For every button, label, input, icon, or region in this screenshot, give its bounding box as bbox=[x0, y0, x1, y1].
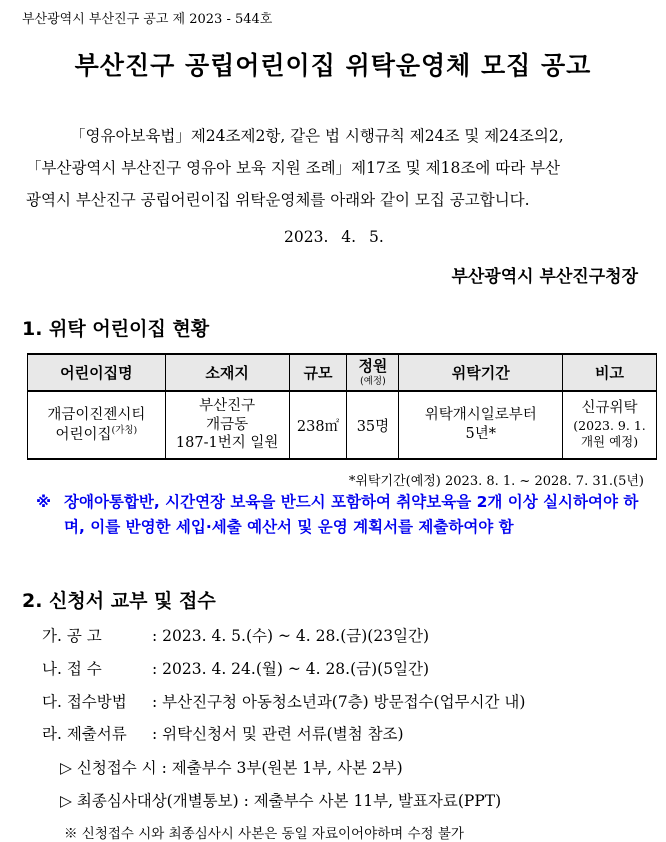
item-value: 부산진구청 아동청소년과(7층) 방문접수(업무시간 내) bbox=[162, 693, 526, 711]
cell-period bbox=[399, 391, 563, 459]
item-announcement bbox=[42, 624, 429, 646]
notice-number: 부산광역시 부산진구 공고 제 2023 - 544호 bbox=[22, 12, 273, 27]
item-value: 위탁신청서 및 관련 서류(별첨 참조) bbox=[162, 725, 404, 743]
intro-line-3: 광역시 부산진구 공립어린이집 위탁운영체를 아래와 같이 모집 공고합니다. bbox=[26, 191, 530, 209]
item-label: 가. 공 고 bbox=[42, 627, 102, 645]
header-location: 소재지 bbox=[165, 354, 289, 391]
facility-table bbox=[27, 353, 657, 460]
section-1-title: 1. 위탁 어린이집 현황 bbox=[22, 318, 210, 340]
intro-line-2: 「부산광역시 부산진구 영유아 보육 지원 조례」제17조 및 제18조에 따라 부산 bbox=[26, 159, 561, 177]
item-label: 다. 접수방법 bbox=[42, 693, 127, 711]
header-remarks: 비고 bbox=[563, 354, 657, 391]
header-capacity-label: 정원 bbox=[358, 356, 388, 375]
sub-item-final-review: ▷ 최종심사대상(개별통보) : 제출부수 사본 11부, 발표자료(PPT) bbox=[60, 792, 502, 810]
item-sep: : bbox=[152, 627, 163, 645]
warning-text: 장애아통합반, 시간연장 보육을 반드시 포함하여 취약보육을 2개 이상 실시하여야 하며, 이를 반영한 세입·세출 예산서 및 운영 계획서를 제출하여야 함 bbox=[64, 493, 639, 536]
cell-name-sub: (가칭) bbox=[111, 424, 138, 436]
header-capacity-sub: (예정) bbox=[360, 376, 386, 388]
cell-name-text: 어린이집 bbox=[55, 426, 112, 443]
cell-period-line-1: 위탁개시일로부터 bbox=[424, 407, 537, 424]
sub-item-submission: ▷ 신청접수 시 : 제출부수 3부(원본 1부, 사본 2부) bbox=[60, 759, 403, 777]
item-sep: : bbox=[152, 660, 163, 678]
header-period: 위탁기간 bbox=[399, 354, 563, 391]
cell-period-line-2: 5년* bbox=[465, 426, 496, 442]
cell-remarks-line-2: (2023. 9. 1. bbox=[573, 418, 646, 434]
header-name: 어린이집명 bbox=[28, 354, 166, 391]
item-value: 2023. 4. 24.(월) ~ 4. 28.(금)(5일간) bbox=[162, 660, 430, 678]
notice-date: 2023. 4. 5. bbox=[284, 228, 384, 246]
period-note: *위탁기간(예정) 2023. 8. 1. ~ 2028. 7. 31.(5년) bbox=[348, 474, 644, 489]
item-sep: : bbox=[152, 725, 163, 743]
cell-remarks-line-1: 신규위탁 bbox=[581, 400, 638, 417]
cell-remarks-line-3: 개원 예정) bbox=[580, 434, 639, 450]
cell-name-line-2 bbox=[28, 425, 165, 445]
item-value: 2023. 4. 5.(수) ~ 4. 28.(금)(23일간) bbox=[162, 627, 430, 645]
cell-name-line-1: 개금이진젠시티 bbox=[47, 406, 146, 423]
header-capacity bbox=[347, 354, 399, 391]
cell-location-line-2: 개금동 bbox=[206, 416, 249, 433]
item-receipt bbox=[42, 657, 429, 679]
header-size: 규모 bbox=[289, 354, 347, 391]
cell-location-line-3: 187-1번지 일원 bbox=[175, 435, 279, 452]
document-title: 부산진구 공립어린이집 위탁운영체 모집 공고 bbox=[74, 51, 592, 80]
issuer: 부산광역시 부산진구청장 bbox=[451, 267, 638, 287]
warning-notice bbox=[36, 490, 656, 540]
table-row bbox=[28, 391, 657, 459]
warning-mark: ※ bbox=[36, 493, 52, 511]
footnote: ※ 신청접수 시와 최종심사시 사본은 동일 자료이어야하며 수정 불가 bbox=[64, 826, 464, 842]
item-documents bbox=[42, 722, 404, 744]
cell-remarks bbox=[563, 391, 657, 459]
cell-location bbox=[165, 391, 289, 459]
item-label: 라. 제출서류 bbox=[42, 725, 127, 743]
cell-size: 238㎡ bbox=[289, 391, 347, 459]
table-header-row bbox=[28, 354, 657, 391]
cell-capacity: 35명 bbox=[347, 391, 399, 459]
item-label: 나. 접 수 bbox=[42, 660, 102, 678]
item-method bbox=[42, 690, 525, 712]
item-sep: : bbox=[152, 693, 163, 711]
cell-name bbox=[28, 391, 166, 459]
cell-location-line-1: 부산진구 bbox=[199, 397, 256, 414]
intro-line-1: 「영유아보육법」제24조제2항, 같은 법 시행규칙 제24조 및 제24조의2, bbox=[70, 127, 564, 145]
section-2-title: 2. 신청서 교부 및 접수 bbox=[22, 590, 216, 612]
